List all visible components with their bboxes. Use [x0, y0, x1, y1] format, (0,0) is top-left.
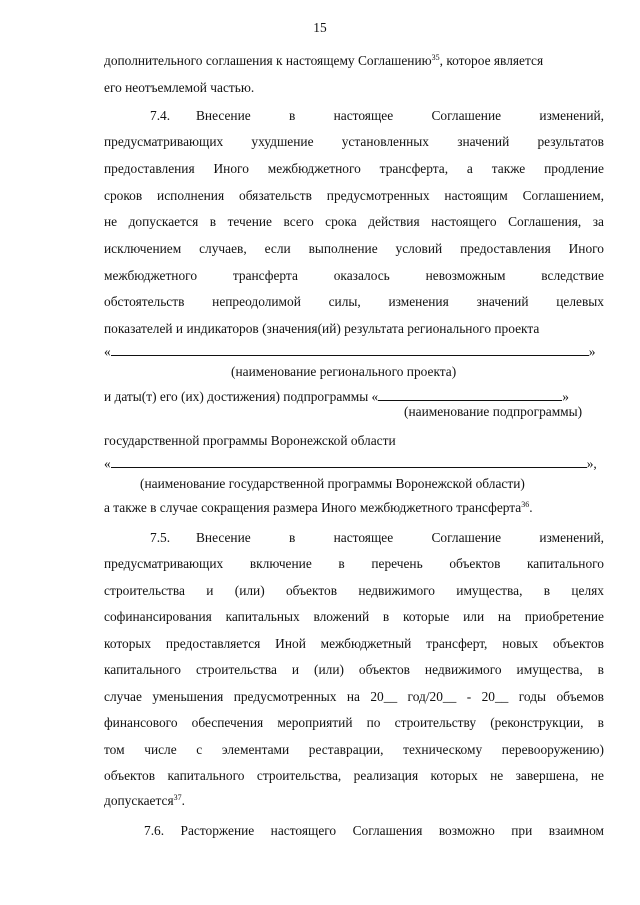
text-line: Внесение в настоящее Соглашение изменений,: [196, 530, 604, 545]
field-caption: (наименование государственной программы Воронежской области): [140, 476, 525, 491]
text-span: .: [529, 500, 533, 515]
text-line: предусматривающих ухудшение установленных значений результатов: [104, 134, 604, 149]
text-line: межбюджетного трансферта оказалось невозможным вследствие: [104, 268, 604, 283]
text-span: дополнительного соглашения к настоящему Соглашению: [104, 53, 432, 68]
text-line: капитального строительства и (или) объектов недвижимого имущества, в: [104, 662, 604, 677]
text-line: [104, 793, 604, 809]
blank-field[interactable]: [378, 389, 562, 401]
open-quote: «: [104, 456, 111, 471]
text-line: 7.6. Расторжение настоящего Соглашения возможно при взаимном: [144, 823, 604, 838]
text-span: допускается: [104, 793, 174, 808]
text-line: строительства и (или) объектов недвижимого имущества, в целях: [104, 583, 604, 598]
text-line: [104, 500, 604, 516]
text-span: и даты(т) его (их) достижения) подпрограммы «: [104, 389, 379, 404]
text-line: том числе с элементами реставрации, техническому перевооружению): [104, 742, 604, 757]
text-line: финансового обеспечения мероприятий по строительству (реконструкции, в: [104, 715, 604, 730]
text-line: [104, 389, 604, 405]
text-line: показателей и индикаторов (значения(ий) результата регионального проекта: [104, 321, 540, 336]
clause-number: 7.5.: [150, 530, 171, 545]
text-line: обстоятельств непреодолимой силы, изменения значений целевых: [104, 294, 604, 309]
text-line: не допускается в течение всего срока действия настоящего Соглашения, за: [104, 214, 604, 229]
fill-in-line: [104, 344, 604, 360]
page-number: 15: [313, 20, 327, 35]
text-span: , которое является: [439, 53, 544, 68]
close-quote: »,: [586, 456, 597, 471]
close-quote: »: [588, 344, 596, 359]
text-line: предоставления Иного межбюджетного трансферта, а также продление: [104, 161, 604, 176]
field-caption: (наименование регионального проекта): [231, 364, 457, 379]
footnote-ref: 37: [173, 793, 182, 802]
close-quote: »: [562, 389, 569, 404]
text-line: которых предоставляется Иной межбюджетный трансферт, новых объектов: [104, 636, 604, 651]
blank-field[interactable]: [111, 456, 587, 468]
open-quote: «: [104, 344, 111, 359]
text-span: а также в случае сокращения размера Иного межбюджетного трансферта: [104, 500, 522, 515]
text-line: объектов капитального строительства, реализация которых не завершена, не: [104, 768, 604, 783]
text-line: случае уменьшения предусмотренных на 20__ год/20__ - 20__ годы объемов: [104, 689, 604, 704]
text-line: исключением случаев, если выполнение условий предоставления Иного: [104, 241, 604, 256]
fill-in-line: [104, 456, 604, 472]
text-line: его неотъемлемой частью.: [104, 80, 255, 95]
blank-field[interactable]: [111, 344, 589, 356]
footnote-ref: 35: [431, 53, 440, 62]
text-line: сроков исполнения обязательств предусмотренных настоящим Соглашением,: [104, 188, 604, 203]
text-span: .: [181, 793, 185, 808]
field-caption: (наименование подпрограммы): [404, 404, 583, 419]
footnote-ref: 36: [521, 500, 530, 509]
text-line: [104, 53, 604, 69]
text-line: предусматривающих включение в перечень объектов капитального: [104, 556, 604, 571]
text-line: Внесение в настоящее Соглашение изменений,: [196, 108, 604, 123]
clause-number: 7.4.: [150, 108, 171, 123]
text-line: государственной программы Воронежской области: [104, 433, 396, 448]
text-line: софинансирования капитальных вложений в которые или на приобретение: [104, 609, 604, 624]
